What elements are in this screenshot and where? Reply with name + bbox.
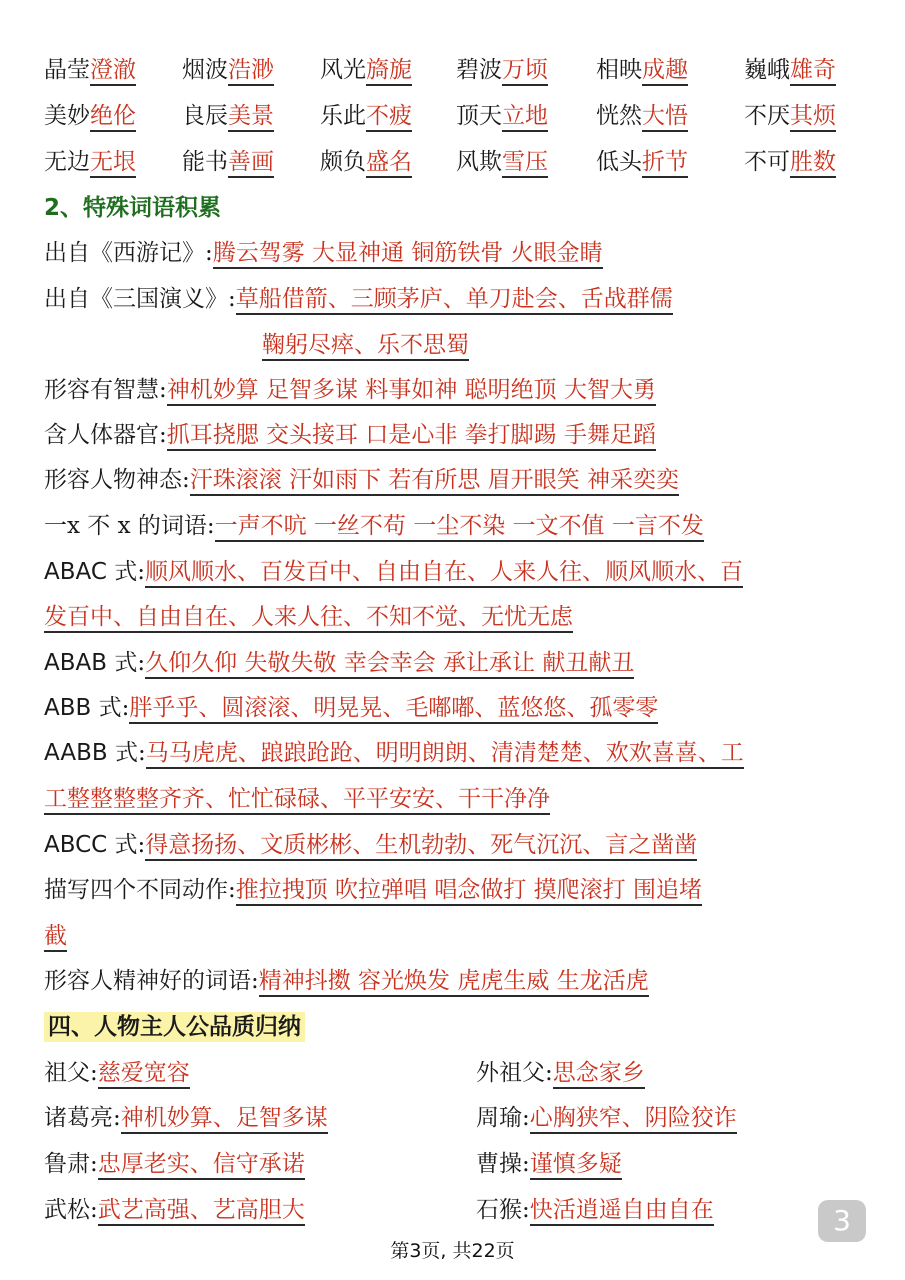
idiom-item: 巍峨雄奇: [744, 50, 836, 90]
abac-value-2: 发百中、自由自在、人来人往、不知不觉、无忧无虑: [44, 604, 573, 633]
character-name: 鲁肃:: [44, 1151, 98, 1177]
idiom-item: 恍然大悟: [596, 96, 688, 136]
abb-label: 式:: [91, 695, 130, 721]
xiyouji-label: 出自《西游记》:: [44, 240, 213, 266]
dongzuo-value-2: 截: [44, 923, 67, 952]
aabb-prefix: AABB: [44, 740, 108, 766]
character-item: [44, 1190, 444, 1230]
abb-line: [44, 688, 864, 728]
character-item: [44, 1053, 444, 1093]
character-item: [476, 1190, 806, 1230]
xiyouji-value: 腾云驾雾 大显神通 铜筋铁骨 火眼金睛: [213, 240, 603, 269]
character-name: 诸葛亮:: [44, 1105, 121, 1131]
jingshen-label: 形容人精神好的词语:: [44, 968, 259, 994]
section-2-heading: 2、特殊词语积累: [44, 195, 222, 221]
abb-value: 胖乎乎、圆滚滚、明晃晃、毛嘟嘟、蓝悠悠、孤零零: [129, 695, 658, 724]
character-name: 武松:: [44, 1197, 98, 1223]
section-4-heading: 四、人物主人公品质归纳: [44, 1012, 305, 1042]
idiom-row-1: [0, 50, 905, 90]
idiom-item: 风欺雪压: [456, 142, 548, 182]
sanguo-value-2: 鞠躬尽瘁、乐不思蜀: [262, 332, 469, 361]
character-item: [44, 1098, 444, 1138]
dongzuo-label: 描写四个不同动作:: [44, 877, 236, 903]
character-trait: 神机妙算、足智多谋: [121, 1105, 328, 1134]
character-item: [44, 1144, 444, 1184]
abab-value: 久仰久仰 失敬失敬 幸会幸会 承让承让 献丑献丑: [145, 650, 634, 679]
character-item: [476, 1053, 876, 1093]
yibu-label: 一x 不 x 的词语:: [44, 513, 215, 539]
idiom-item: 无边无垠: [44, 142, 136, 182]
abab-label: 式:: [107, 650, 146, 676]
character-trait: 忠厚老实、信守承诺: [98, 1151, 305, 1180]
abac-line: [44, 552, 864, 592]
shentai-value: 汗珠滚滚 汗如雨下 若有所思 眉开眼笑 神采奕奕: [190, 467, 679, 496]
character-trait: 快活逍遥自由自在: [530, 1197, 714, 1226]
yibu-value: 一声不吭 一丝不苟 一尘不染 一文不值 一言不发: [215, 513, 704, 542]
character-trait: 武艺高强、艺高胆大: [98, 1197, 305, 1226]
aabb-line: [44, 733, 864, 773]
shentai-label: 形容人物神态:: [44, 467, 190, 493]
dongzuo-line: [44, 870, 864, 910]
aabb-value-2: 工整整整整齐齐、忙忙碌碌、平平安安、干干净净: [44, 786, 550, 815]
qiguan-label: 含人体器官:: [44, 422, 167, 448]
idiom-item: 美妙绝伦: [44, 96, 136, 136]
character-name: 曹操:: [476, 1151, 530, 1177]
character-trait: 谨慎多疑: [530, 1151, 622, 1180]
idiom-item: 风光旖旎: [320, 50, 412, 90]
idiom-item: 碧波万顷: [456, 50, 548, 90]
abac-line-2: [44, 597, 864, 637]
idiom-row-2: [0, 96, 905, 136]
character-name: 祖父:: [44, 1060, 98, 1086]
shentai-line: [44, 460, 864, 500]
character-item: [476, 1098, 876, 1138]
idiom-item: 低头折节: [596, 142, 688, 182]
dongzuo-line-2: [44, 916, 864, 956]
section-4-heading-wrap: [44, 1007, 864, 1047]
zhihui-value: 神机妙算 足智多谋 料事如神 聪明绝顶 大智大勇: [167, 377, 656, 406]
idiom-item: 颇负盛名: [320, 142, 412, 182]
qiguan-line: [44, 415, 864, 455]
jingshen-line: [44, 961, 864, 1001]
aabb-line-2: [44, 779, 864, 819]
aabb-label: 式:: [107, 740, 146, 766]
abac-value: 顺风顺水、百发百中、自由自在、人来人往、顺风顺水、百: [145, 559, 743, 588]
sanguo-line-2: [262, 325, 822, 365]
sanguo-value: 草船借箭、三顾茅庐、单刀赴会、舌战群儒: [236, 286, 673, 315]
idiom-item: 乐此不疲: [320, 96, 412, 136]
sanguo-label: 出自《三国演义》:: [44, 286, 236, 312]
abcc-value: 得意扬扬、文质彬彬、生机勃勃、死气沉沉、言之凿凿: [145, 832, 697, 861]
sanguo-line: [44, 279, 864, 319]
character-trait: 思念家乡: [553, 1060, 645, 1089]
abcc-label: 式:: [107, 832, 146, 858]
idiom-item: 不可胜数: [744, 142, 836, 182]
abab-line: [44, 643, 864, 683]
xiyouji-line: [44, 233, 864, 273]
idiom-item: 相映成趣: [596, 50, 688, 90]
idiom-item: 晶莹澄澈: [44, 50, 136, 90]
character-name: 石猴:: [476, 1197, 530, 1223]
page-number-badge: 3: [818, 1200, 866, 1242]
jingshen-value: 精神抖擞 容光焕发 虎虎生威 生龙活虎: [259, 968, 649, 997]
character-trait: 慈爱宽容: [98, 1060, 190, 1089]
zhihui-line: [44, 370, 864, 410]
page-footer: 第3页, 共22页: [390, 1240, 515, 1262]
abac-prefix: ABAC: [44, 559, 107, 585]
character-name: 外祖父:: [476, 1060, 553, 1086]
abb-prefix: ABB: [44, 695, 92, 721]
idiom-row-3: [0, 142, 905, 182]
idiom-item: 顶天立地: [456, 96, 548, 136]
aabb-value: 马马虎虎、踉踉跄跄、明明朗朗、清清楚楚、欢欢喜喜、工: [146, 740, 744, 769]
idiom-item: 能书善画: [182, 142, 274, 182]
yibu-line: [44, 506, 864, 546]
character-name: 周瑜:: [476, 1105, 530, 1131]
idiom-item: 良辰美景: [182, 96, 274, 136]
abab-prefix: ABAB: [44, 650, 108, 676]
abac-label: 式:: [106, 559, 145, 585]
abcc-prefix: ABCC: [44, 832, 108, 858]
idiom-item: 不厌其烦: [744, 96, 836, 136]
zhihui-label: 形容有智慧:: [44, 377, 167, 403]
qiguan-value: 抓耳挠腮 交头接耳 口是心非 拳打脚踢 手舞足蹈: [167, 422, 656, 451]
dongzuo-value: 推拉拽顶 吹拉弹唱 唱念做打 摸爬滚打 围追堵: [236, 877, 702, 906]
character-trait: 心胸狭窄、阴险狡诈: [530, 1105, 737, 1134]
character-item: [476, 1144, 876, 1184]
abcc-line: [44, 825, 864, 865]
idiom-item: 烟波浩渺: [182, 50, 274, 90]
